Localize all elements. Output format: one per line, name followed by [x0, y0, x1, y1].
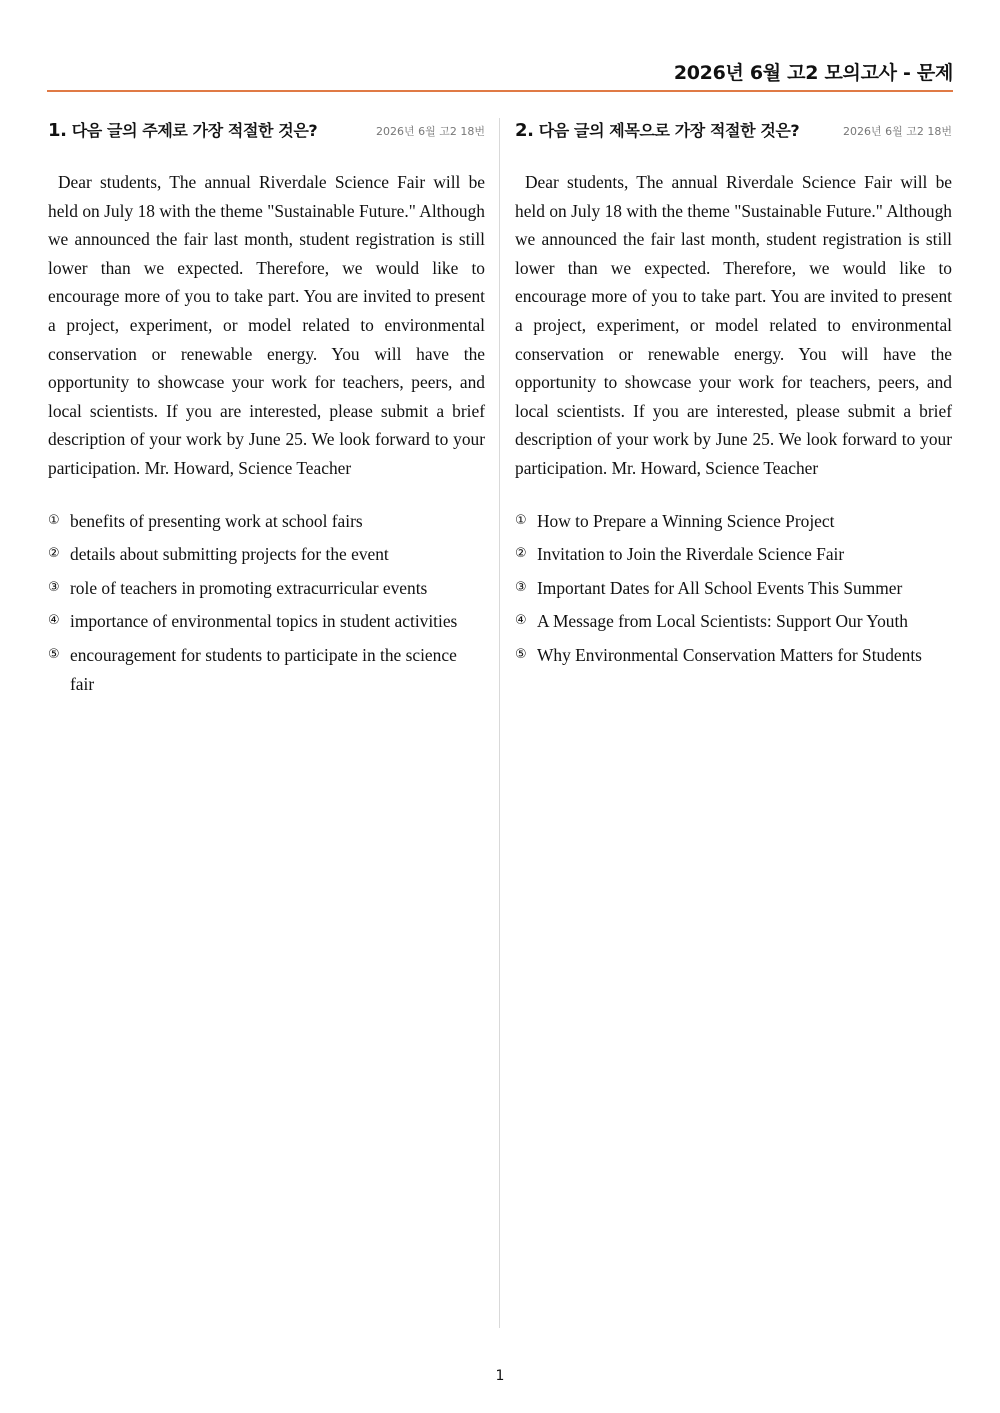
- choice-mark: ①: [515, 512, 527, 528]
- answer-choices: [515, 507, 952, 670]
- question-header: [48, 118, 485, 148]
- choice-text: details about submitting projects for the event: [70, 544, 389, 565]
- question-2: [515, 118, 952, 675]
- question-source: 2026년 6월 고2 18번: [376, 125, 485, 138]
- choice-mark: ⑤: [48, 646, 60, 662]
- choice-2[interactable]: [515, 540, 952, 569]
- choice-mark: ①: [48, 512, 60, 528]
- column-divider: [499, 118, 500, 1328]
- page-number: 1: [495, 1368, 505, 1384]
- choice-1[interactable]: [515, 507, 952, 536]
- choice-5[interactable]: [515, 641, 952, 670]
- choice-text: A Message from Local Scientists: Support Our Youth: [537, 611, 908, 632]
- choice-3[interactable]: [48, 574, 485, 603]
- choice-mark: ②: [48, 546, 60, 562]
- choice-text: Why Environmental Conservation Matters for Students: [537, 644, 922, 665]
- choice-4[interactable]: [515, 607, 952, 636]
- choice-text: encouragement for students to participate in the science fair: [70, 644, 457, 694]
- choice-mark: ③: [48, 579, 60, 595]
- question-number: 1.: [48, 120, 67, 141]
- exam-title: 2026년 6월 고2 모의고사 - 문제: [673, 62, 953, 84]
- page-header: [47, 58, 953, 92]
- choice-mark: ③: [515, 579, 527, 595]
- choice-mark: ④: [48, 613, 60, 629]
- question-1: [48, 118, 485, 703]
- choice-text: benefits of presenting work at school fairs: [70, 510, 363, 531]
- choice-mark: ④: [515, 613, 527, 629]
- choice-1[interactable]: [48, 507, 485, 536]
- passage: Dear students, The annual Riverdale Science Fair will be held on July 18 with the theme "Sustainable Future." Although we announced the fair last month, student registration is still lower than we expected. Therefore, we would like to encourage more of you to take part. You are invited to present a project, experiment, or model related to environmental conservation or renewable energy. You will have the opportunity to showcase your work for teachers, peers, and local scientists. If you are interested, please submit a brief description of your work by June 25. We look forward to your participation. Mr. Howard, Science Teacher: [515, 172, 952, 478]
- answer-choices: [48, 507, 485, 699]
- choice-text: importance of environmental topics in student activities: [70, 611, 458, 632]
- question-number: 2.: [515, 120, 534, 141]
- question-prompt: 다음 글의 주제로 가장 적절한 것은?: [71, 121, 318, 140]
- question-header: [515, 118, 952, 148]
- choice-4[interactable]: [48, 607, 485, 636]
- question-title: [515, 118, 799, 141]
- choice-text: Invitation to Join the Riverdale Science Fair: [537, 544, 845, 565]
- choice-2[interactable]: [48, 540, 485, 569]
- choice-mark: ⑤: [515, 646, 527, 662]
- choice-mark: ②: [515, 546, 527, 562]
- choice-text: Important Dates for All School Events This Summer: [537, 577, 903, 598]
- choice-text: role of teachers in promoting extracurricular events: [70, 577, 428, 598]
- passage: Dear students, The annual Riverdale Science Fair will be held on July 18 with the theme "Sustainable Future." Although we announced the fair last month, student registration is still lower than we expected. Therefore, we would like to encourage more of you to take part. You are invited to present a project, experiment, or model related to environmental conservation or renewable energy. You will have the opportunity to showcase your work for teachers, peers, and local scientists. If you are interested, please submit a brief description of your work by June 25. We look forward to your participation. Mr. Howard, Science Teacher: [48, 172, 485, 478]
- choice-5[interactable]: [48, 641, 485, 698]
- choice-text: How to Prepare a Winning Science Project: [537, 510, 835, 531]
- choice-3[interactable]: [515, 574, 952, 603]
- question-title: [48, 118, 317, 141]
- question-source: 2026년 6월 고2 18번: [843, 125, 952, 138]
- question-prompt: 다음 글의 제목으로 가장 적절한 것은?: [538, 121, 800, 140]
